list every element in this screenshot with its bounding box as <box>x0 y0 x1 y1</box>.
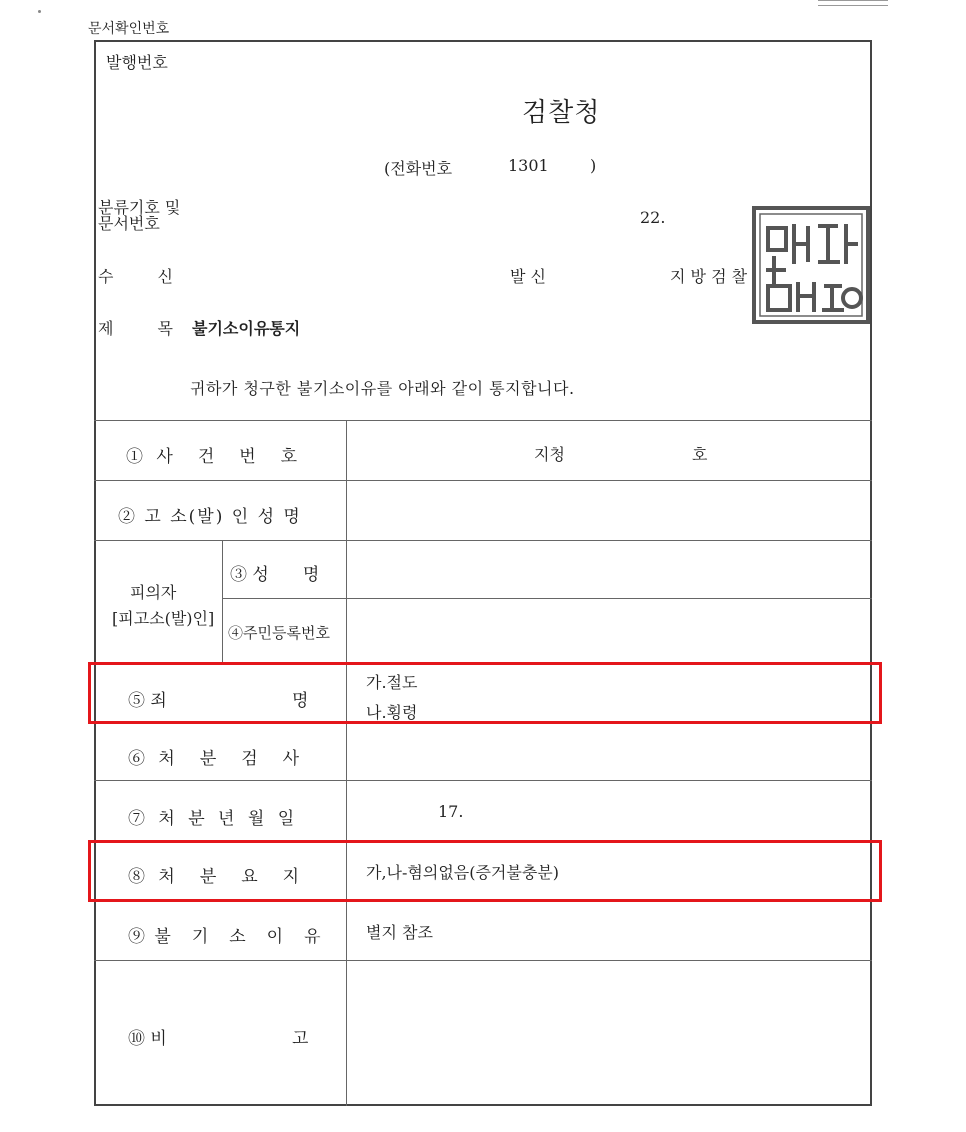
prosecutor-label: ⑥ 처 분 검 사 <box>128 749 304 769</box>
row-line-1 <box>94 480 872 481</box>
official-seal-icon <box>752 206 870 324</box>
table-top-line <box>94 420 872 421</box>
phone-label: (전화번호 <box>384 159 453 178</box>
row-line-2 <box>94 540 872 541</box>
charge-label-right: 명 <box>292 691 309 711</box>
charge-value-line1: 가.절도 <box>366 673 418 692</box>
phone-value: 1301 <box>508 156 549 175</box>
phone-close: ) <box>590 156 597 175</box>
sender-value: 지 방 검 찰 <box>670 267 748 286</box>
classification-label-line2: 문서번호 <box>98 214 160 233</box>
row-line-3 <box>222 598 872 599</box>
suspect-id-label: ④주민등록번호 <box>228 624 330 642</box>
scan-corner-mark <box>818 0 888 6</box>
charge-highlight-box <box>88 662 882 724</box>
remarks-label-right: 고 <box>292 1029 309 1049</box>
remarks-label-left: ⑩ 비 <box>128 1029 167 1049</box>
disposition-date-label: ⑦ 처 분 년 월 일 <box>128 809 299 829</box>
reason-label: ⑨ 불 기 소 이 유 <box>128 927 323 947</box>
issue-no-label: 발행번호 <box>106 53 168 72</box>
intro-text: 귀하가 청구한 불기소이유를 아래와 같이 통지합니다. <box>190 379 575 398</box>
subject-value: 불기소이유통지 <box>192 319 301 338</box>
classification-label-line1: 분류기호 및 <box>98 198 181 217</box>
case-no-label: ① 사 건 번 호 <box>126 447 302 467</box>
agency-title: 검찰청 <box>522 98 601 128</box>
column-divider <box>346 420 347 1106</box>
sender-label: 발 신 <box>510 267 546 286</box>
scan-speck <box>38 10 41 13</box>
disposition-summary-highlight-box <box>88 840 882 902</box>
row-line-6 <box>94 780 872 781</box>
charge-value-line2: 나.횡령 <box>366 703 418 722</box>
classification-label <box>98 200 180 232</box>
charge-label-left: ⑤ 죄 <box>128 691 167 711</box>
disposition-summary-value: 가,나-혐의없음(증거불충분) <box>366 863 559 882</box>
case-no-suffix: 호 <box>692 445 708 464</box>
row-line-9 <box>94 960 872 961</box>
case-no-prefix: 지청 <box>534 445 565 464</box>
suspect-name-label: ③ 성 명 <box>230 565 320 585</box>
suspect-group-label-line1: 피의자 <box>130 583 177 602</box>
subject-label: 제 목 <box>98 319 187 338</box>
suspect-subcolumn-divider <box>222 540 223 662</box>
disposition-summary-label: ⑧ 처 분 요 지 <box>128 867 304 887</box>
reason-value: 별지 참조 <box>366 923 433 942</box>
disposition-date-value: 17. <box>438 802 464 821</box>
recipient-label: 수 신 <box>98 267 187 286</box>
suspect-group-label-line2: [피고소(발)인] <box>112 609 215 628</box>
doc-confirm-label: 문서확인번호 <box>88 21 170 37</box>
doc-number-value: 22. <box>640 208 666 227</box>
complainant-label: ② 고 소(발) 인 성 명 <box>118 507 302 527</box>
